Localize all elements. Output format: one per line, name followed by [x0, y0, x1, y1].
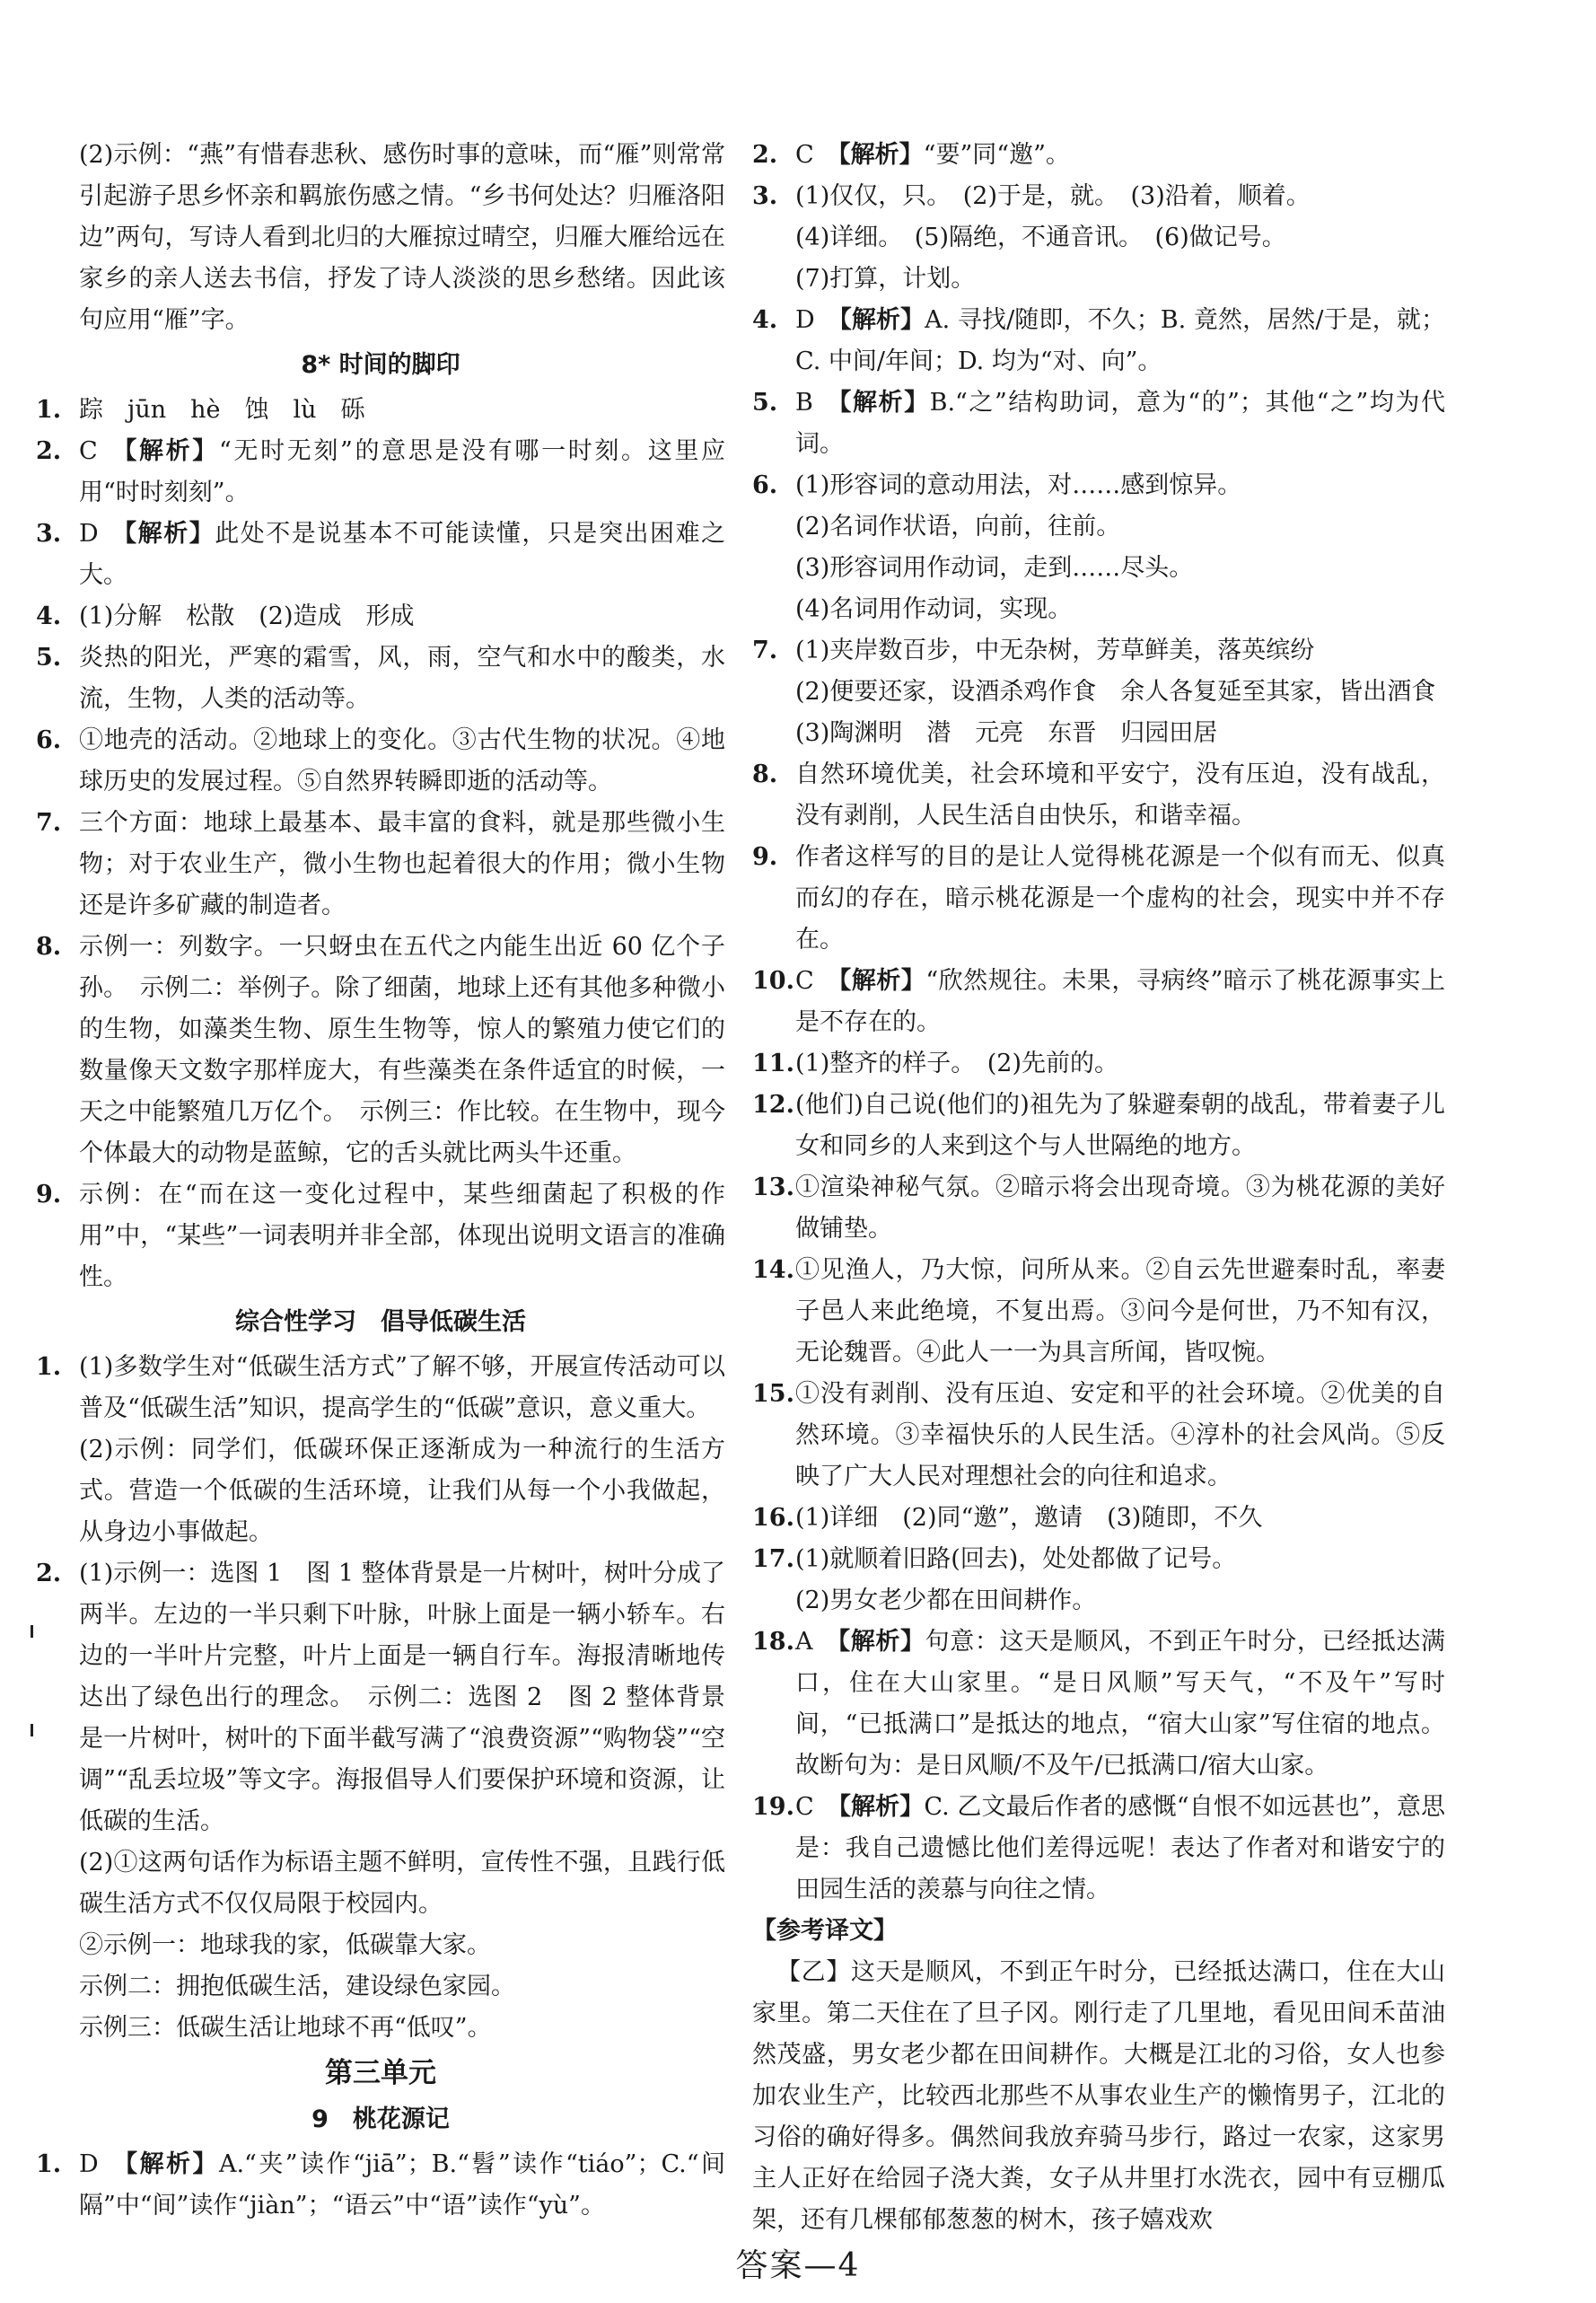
analysis-text: A.“夹”读作“jiā”；B.“髫”读作“tiáo”；C.“间隔”中“间”读作“jiàn”；“语云”中“语”读作“yù”。 [79, 2150, 725, 2219]
answer-item [36, 1553, 725, 1842]
answer-text [795, 1622, 1445, 1787]
answer-item [36, 1347, 725, 1429]
section-9-answers [752, 135, 1445, 1911]
answer-body: 此处不是说基本不可能读懂，只是突出困难之大。 [79, 520, 726, 589]
answer-body: 句意：这天是顺风，不到正午时分，已经抵达满口，住在大山家里。“是日风顺”写天气，“不及午”写时间，“已抵满口”是抵达的地点，“宿大山家”写住宿的地点。故断句为：是日风顺/不及午/已抵满口/宿大山家。 [795, 1628, 1446, 1780]
answer-item [36, 1174, 725, 1298]
margin-mark [31, 1724, 33, 1736]
answer-item [752, 1539, 1445, 1580]
answer-number: 16. [752, 1504, 794, 1532]
answer-text [795, 1167, 1445, 1250]
answer-sub: (2)示例：同学们，低碳环保正逐渐成为一种流行的生活方式。营造一个低碳的生活环境，让我们从每一个小我做起，从身边小事做起。 [79, 1436, 725, 1546]
answer-body: ①没有剥削、没有压迫、安定和平的社会环境。②优美的自然环境。③幸福快乐的人民生活。④淳朴的社会风尚。⑤反映了广大人民对理想社会的向往和追求。 [795, 1380, 1445, 1490]
answer-text [79, 1174, 725, 1298]
answer-sub: (2)名词作状语，向前，往前。 [795, 513, 1121, 541]
answer-number: 12. [752, 1091, 794, 1119]
answer-body: C. 乙文最后作者的感慨“自恨不如远甚也”，意思是：我自己遗憾比他们差得远呢！表达了作者对和谐安宁的田园生活的羡慕与向往之情。 [795, 1793, 1446, 1903]
answer-number: 17. [752, 1545, 794, 1573]
unit-title: 第三单元 [325, 2057, 436, 2089]
answer-body: (他们)自己说(他们的)祖先为了躲避秦朝的战乱，带着妻子儿女和同乡的人来到这个与人世隔绝的地方。 [795, 1091, 1445, 1160]
answer-number: 8. [36, 933, 62, 961]
answer-text [795, 961, 1445, 1043]
answer-item [752, 382, 1445, 465]
answer-item [36, 720, 725, 803]
answer-body: ①见渔人，乃大惊，问所从来。②自云先世避秦时乱，率妻子邑人来此绝境，不复出焉。③问今是何世，乃不知有汉，无论魏晋。④此人一一为具言所闻，皆叹惋。 [795, 1256, 1445, 1367]
answer-body: B.“之”结构助词，意为“的”；其他“之”均为代词。 [795, 389, 1445, 458]
analysis-tag: 【解析】 [825, 389, 930, 417]
answer-number: 2. [36, 437, 62, 465]
answer-number: 18. [752, 1628, 794, 1656]
answer-text [79, 803, 725, 927]
answer-text [79, 720, 725, 803]
answer-text [795, 1043, 1445, 1085]
answer-number: 5. [752, 389, 778, 417]
answer-item [36, 927, 725, 1174]
answer-choice: C [795, 1793, 814, 1821]
answer-text [79, 927, 725, 1174]
answer-number: 4. [36, 602, 62, 630]
answer-item [36, 803, 725, 927]
answer-choice: D [795, 306, 815, 334]
answer-body: ①渲染神秘气氛。②暗示将会出现奇境。③为桃花源的美好做铺垫。 [795, 1173, 1445, 1243]
left-column [36, 135, 725, 2227]
answer-body: 炎热的阳光，严寒的霜雪，风，雨，空气和水中的酸类，水流，生物，人类的活动等。 [79, 644, 725, 713]
answer-text [795, 1085, 1445, 1167]
answer-body: 三个方面：地球上最基本、最丰富的食料，就是那些微小生物；对于农业生产，微小生物也起着很大的作用；微小生物还是许多矿藏的制造者。 [79, 809, 725, 919]
answer-number: 1. [36, 2150, 62, 2178]
answer-number: 6. [36, 726, 62, 754]
answer-body: (1)仅仅，只。 (2)于是，就。 (3)沿着，顺着。 [795, 182, 1311, 210]
answer-text [795, 1787, 1445, 1911]
answer-text [795, 176, 1445, 217]
answer-item [752, 1498, 1445, 1539]
right-column [752, 135, 1445, 2241]
answer-choice: A [795, 1628, 813, 1656]
answer-number: 6. [752, 471, 778, 499]
answer-body: 自然环境优美，社会环境和平安宁，没有压迫，没有战乱，没有剥削，人民生活自由快乐，和谐幸福。 [795, 760, 1445, 830]
analysis-tag: 【解析】 [110, 437, 219, 465]
answer-choice: C [79, 437, 98, 465]
answer-text [79, 431, 725, 514]
answer-item [36, 637, 725, 720]
answer-number: 8. [752, 760, 778, 788]
answer-text [795, 1539, 1445, 1580]
analysis-tag: 【解析】 [110, 2150, 219, 2178]
answer-text [795, 1498, 1445, 1539]
answer-number: 2. [752, 141, 778, 169]
answer-body: “要”同“邀”。 [923, 141, 1070, 169]
answer-number: 13. [752, 1173, 794, 1201]
answer-item [752, 961, 1445, 1043]
answer-sub: (2)便要还家，设酒杀鸡作食 余人各复延至其家，皆出酒食 [795, 678, 1436, 706]
answer-sub: (4)详细。 (5)隔绝，不通音讯。 (6)做记号。 [795, 224, 1286, 251]
answer-number: 7. [36, 809, 62, 837]
answer-number: 9. [752, 843, 778, 871]
margin-mark [31, 1625, 33, 1638]
answer-text [795, 630, 1445, 672]
answer-item [752, 1085, 1445, 1167]
answer-item [752, 135, 1445, 176]
answer-item [752, 754, 1445, 837]
answer-body: 示例：在“而在这一变化过程中，某些细菌起了积极的作用”中，“某些”一词表明并非全部，体现出说明文语言的准确性。 [79, 1181, 725, 1291]
answer-choice: C [795, 141, 814, 169]
answer-sub: (3)陶渊明 潜 元亮 东晋 归园田居 [795, 719, 1218, 747]
answer-choice: C [795, 967, 814, 995]
answer-text [795, 754, 1445, 837]
answer-text: (1)多数学生对“低碳生活方式”了解不够，开展宣传活动可以普及“低碳生活”知识，提高学生的“低碳”意识，意义重大。 [79, 1353, 725, 1422]
answer-body: (1)详细 (2)同“邀”，邀请 (3)随即，不久 [795, 1504, 1263, 1532]
answer-number: 14. [752, 1256, 794, 1284]
answer-item [752, 630, 1445, 672]
section-8-title: 8* 时间的脚印 [301, 351, 460, 379]
answer-choice: D [79, 2150, 99, 2178]
answer-text [79, 2144, 725, 2227]
answer-number: 5. [36, 644, 62, 672]
answer-body: 示例一：列数字。一只蚜虫在五代之内能生出近 60 亿个子孙。 示例二：举例子。除了细菌，地球上还有其他多种微小的生物，如藻类生物、原生生物等，惊人的繁殖力使它们的数量像天文数字那样庞大，有些藻类在条件适宜的时候，一天之中能繁殖几万亿个。 示例三：作比较。在生物中，现今个体最大的动物是蓝鲸，它的舌头就比两头牛还重。 [79, 933, 725, 1167]
answer-body: (1)形容词的意动用法，对……感到惊异。 [795, 471, 1242, 499]
answer-text [79, 596, 725, 637]
answer-choice: B [795, 389, 813, 417]
answer-item [752, 1167, 1445, 1250]
answer-sub: (4)名词用作动词，实现。 [795, 595, 1073, 623]
analysis-tag: 【解析】 [826, 141, 924, 169]
answer-sub: (2)①这两句话作为标语主题不鲜明，宣传性不强，且践行低碳生活方式不仅仅局限于校园内。 [79, 1849, 725, 1918]
answer-text [795, 465, 1445, 506]
answer-number: 19. [752, 1793, 794, 1821]
answer-sub: (7)打算，计划。 [795, 265, 976, 293]
answer-item [752, 837, 1445, 961]
section-9-title: 9 桃花源记 [311, 2105, 450, 2133]
answer-sub: 示例二：拥抱低碳生活，建设绿色家园。 [79, 1973, 515, 2000]
answer-number: 10. [752, 967, 794, 995]
section-8-answers [36, 390, 725, 1298]
answer-body: ①地壳的活动。②地球上的变化。③古代生物的状况。④地球历史的发展过程。⑤自然界转瞬即逝的活动等。 [79, 726, 725, 796]
answer-text [795, 382, 1445, 465]
answer-item [752, 176, 1445, 217]
page-footer: 答案—4 [735, 2247, 861, 2284]
answer-item [36, 596, 725, 637]
answer-body: 踪 jūn hè 蚀 lù 砾 [79, 396, 365, 424]
answer-item [752, 1787, 1445, 1911]
answer-sub: 示例三：低碳生活让地球不再“低叹”。 [79, 2014, 492, 2042]
comprehensive-study-title: 综合性学习 倡导低碳生活 [235, 1308, 526, 1336]
answer-text [795, 300, 1445, 382]
answer-item [752, 300, 1445, 382]
answer-item [752, 1622, 1445, 1787]
analysis-tag: 【解析】 [826, 967, 926, 995]
answer-body: (1)整齐的样子。 (2)先前的。 [795, 1050, 1118, 1077]
answer-number: 3. [36, 520, 62, 548]
answer-number: 4. [752, 306, 778, 334]
answer-body: (1)夹岸数百步，中无杂树，芳草鲜美，落英缤纷 [795, 637, 1315, 664]
answer-item [36, 514, 725, 596]
answer-choice: D [79, 520, 99, 548]
analysis-tag: 【解析】 [827, 306, 925, 334]
answer-text [795, 837, 1445, 961]
answer-body: “无时无刻”的意思是没有哪一时刻。这里应用“时时刻刻”。 [79, 437, 726, 506]
answer-body: “欣然规往。未果，寻病终”暗示了桃花源事实上是不存在的。 [795, 967, 1445, 1036]
answer-body: (1)分解 松散 (2)造成 形成 [79, 602, 415, 630]
answer-body: 作者这样写的目的是让人觉得桃花源是一个似有而无、似真而幻的存在，暗示桃花源是一个虚构的社会，现实中并不存在。 [795, 843, 1445, 954]
analysis-tag: 【解析】 [826, 1793, 925, 1821]
answer-text [79, 514, 725, 596]
answer-number: 1. [36, 1353, 62, 1381]
answer-number: 1. [36, 396, 62, 424]
answer-number: 11. [752, 1050, 794, 1077]
answer-text [795, 1250, 1445, 1374]
answer-number: 7. [752, 637, 778, 664]
answer-item [36, 2144, 725, 2227]
answer-item [752, 1374, 1445, 1498]
answer-number: 9. [36, 1181, 62, 1209]
answer-number: 15. [752, 1380, 794, 1408]
analysis-tag: 【解析】 [110, 520, 215, 548]
answer-sub: (3)形容词用作动词，走到……尽头。 [795, 554, 1194, 582]
answer-text [795, 1374, 1445, 1498]
answer-item [752, 1043, 1445, 1085]
analysis-tag: 【解析】 [825, 1628, 925, 1656]
answer-text: (1)示例一：选图 1 图 1 整体背景是一片树叶，树叶分成了两半。左边的一半只剩下叶脉，叶脉上面是一辆小轿车。右边的一半叶片完整，叶片上面是一辆自行车。海报清晰地传达出了绿色出行的理念。 示例二：选图 2 图 2 整体背景是一片树叶，树叶的下面半截写满了“浪费资源”“购物袋”“空调”“乱丢垃圾”等文字。海报倡导人们要保护环境和资源，让低碳的生活。 [79, 1560, 725, 1835]
prev-answer-sub: (2)示例：“燕”有惜春悲秋、感伤时事的意味，而“雁”则常常引起游子思乡怀亲和羁旅伤感之情。“乡书何处达？归雁洛阳边”两句，写诗人看到北归的大雁掠过晴空，归雁大雁给远在家乡的亲人送去书信，抒发了诗人淡淡的思乡愁绪。因此该句应用“雁”字。 [79, 141, 725, 334]
answer-item [752, 1250, 1445, 1374]
answer-number: 2. [36, 1560, 62, 1587]
answer-text [795, 135, 1445, 176]
answer-item [36, 431, 725, 514]
answer-number: 3. [752, 182, 778, 210]
answer-item [752, 465, 1445, 506]
answer-body: (1)就顺着旧路(回去)，处处都做了记号。 [795, 1545, 1237, 1573]
answer-item [36, 390, 725, 431]
reference-translation-title: 【参考译文】 [752, 1917, 898, 1945]
answer-text [79, 390, 725, 431]
answer-body: A. 寻找/随即，不久；B. 竟然，居然/于是，就；C. 中间/年间；D. 均为“对、向”。 [795, 306, 1445, 375]
answer-text [79, 637, 725, 720]
reference-translation-text: 【乙】这天是顺风，不到正午时分，已经抵达满口，住在大山家里。第二天住在了旦子冈。刚行走了几里地，看见田间禾苗油然茂盛，男女老少都在田间耕作。大概是江北的习俗，女人也参加农业生产，比较西北那些不从事农业生产的懒惰男子，江北的习俗的确好得多。偶然间我放弃骑马步行，路过一农家，这家男主人正好在给园子浇大粪，女子从井里打水洗衣，园中有豆棚瓜架，还有几棵郁郁葱葱的树木，孩子嬉戏欢 [752, 1958, 1445, 2234]
answer-sub: ②示例一：地球我的家，低碳靠大家。 [79, 1931, 491, 1959]
answer-sub: (2)男女老少都在田间耕作。 [795, 1587, 1097, 1614]
